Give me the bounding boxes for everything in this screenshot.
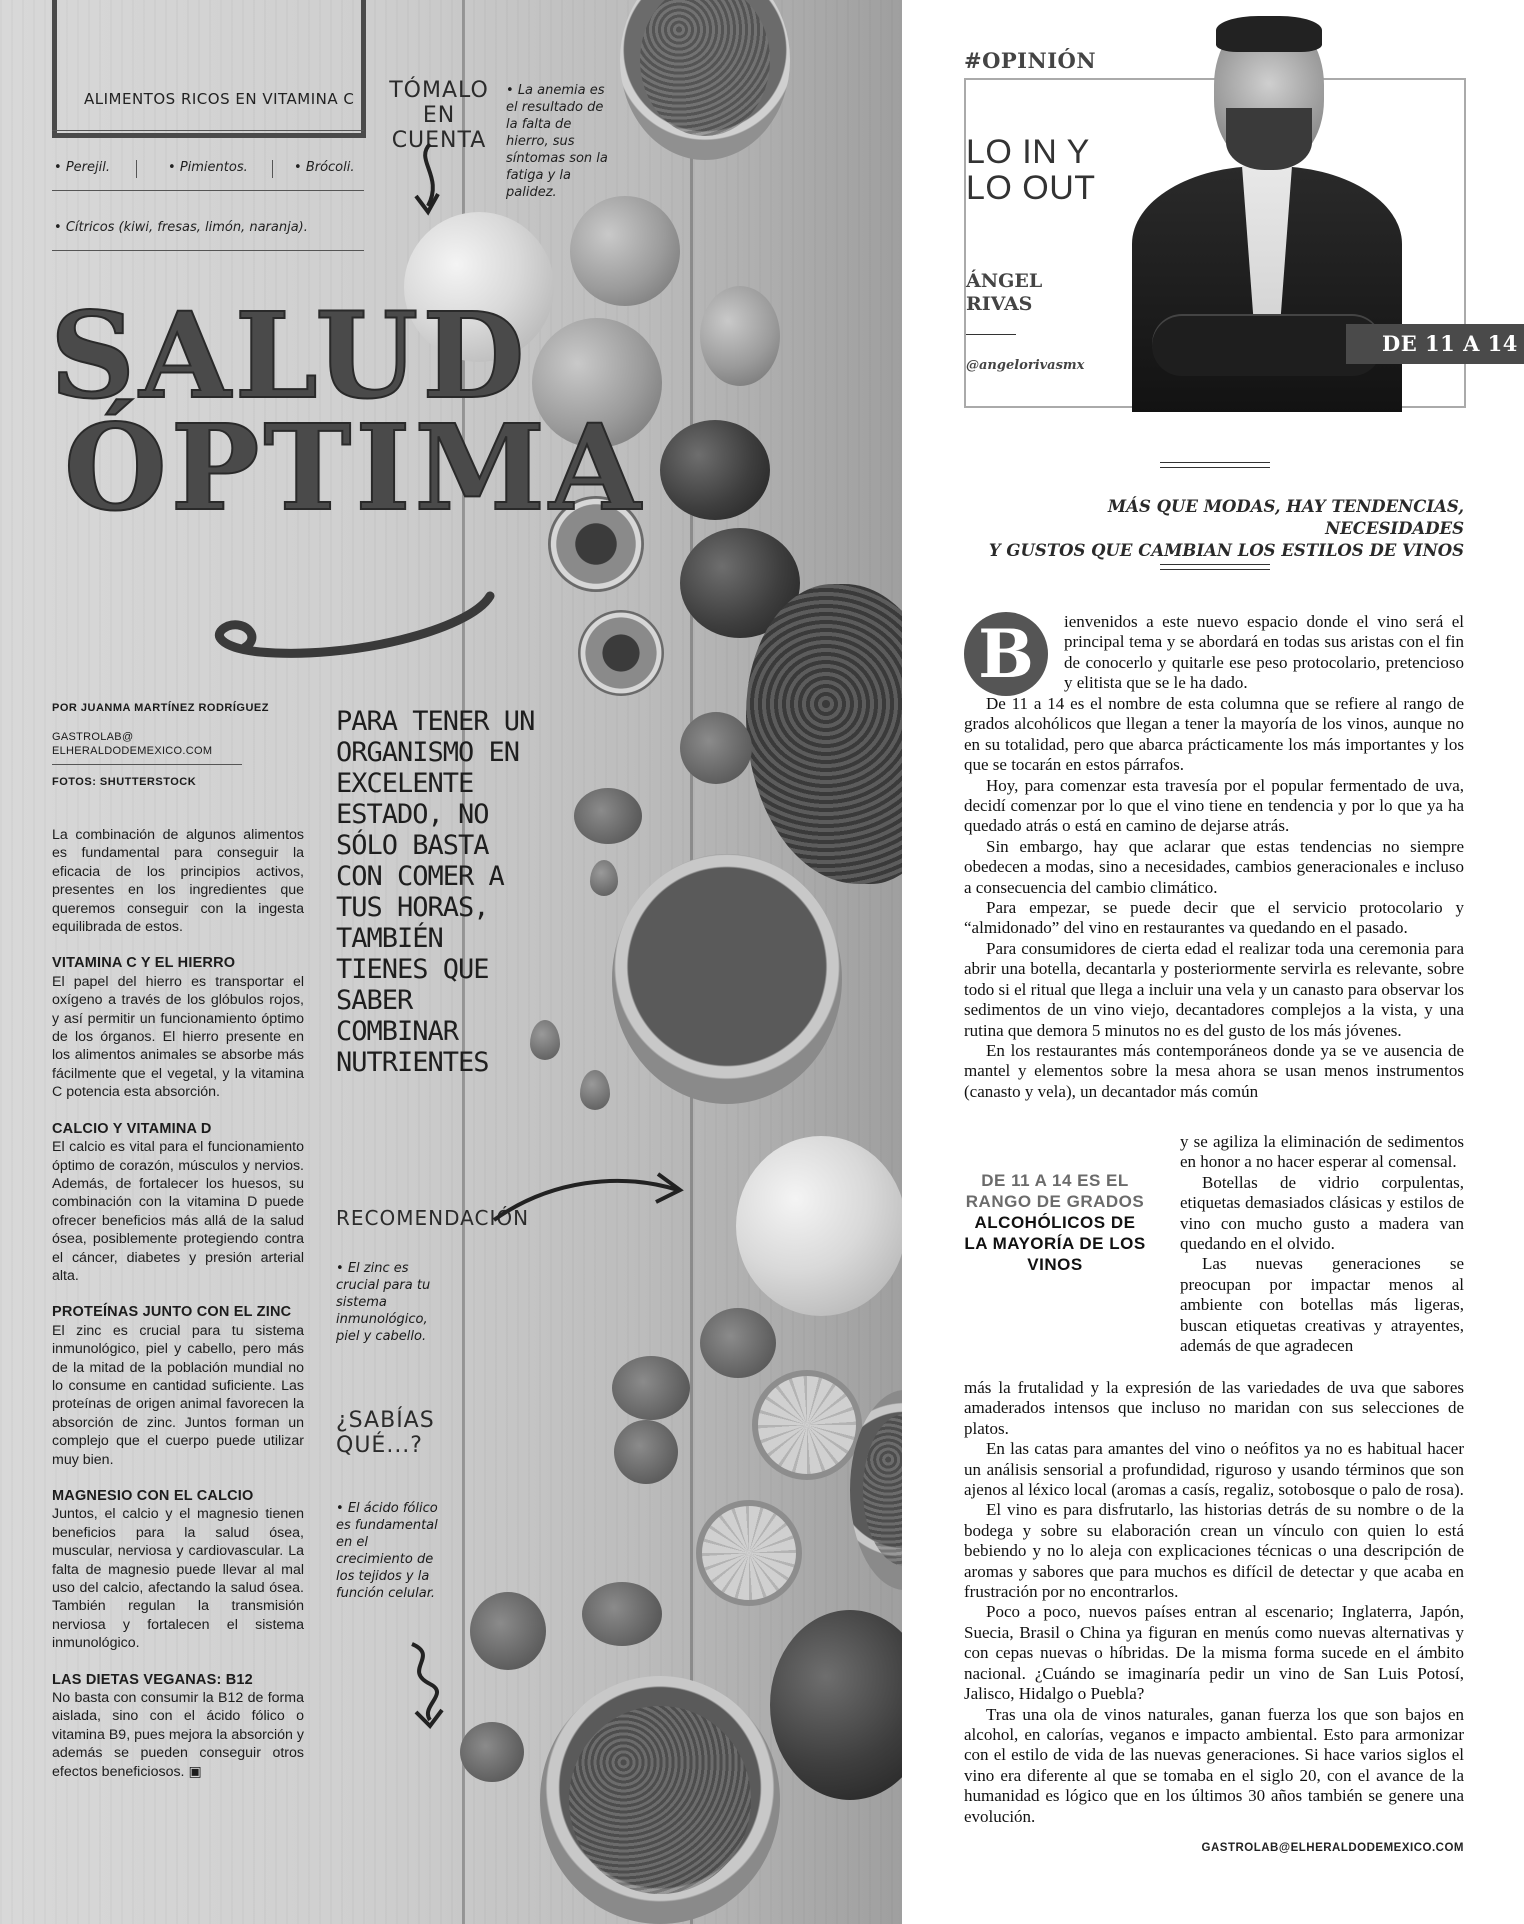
divider — [52, 190, 364, 191]
divider — [966, 334, 1016, 335]
section-heading: PROTEÍNAS JUNTO CON EL ZINC — [52, 1304, 292, 1321]
article-subhead: MÁS QUE MODAS, HAY TENDENCIAS, NECESIDADES Y GUSTOS QUE CAMBIAN LOS ESTILOS DE VINOS — [988, 497, 1464, 560]
walnut — [470, 1592, 546, 1670]
lime-slice — [696, 1500, 802, 1606]
pomegranate — [770, 1610, 902, 1800]
section-text: El zinc es crucial para tu sistema inmunológico, piel y cabello, pero más de la mitad de la población mundial no lo consume en cantidad suficiente. Las proteínas de origen animal favorecen la absorción de zinc. Juntos forman un complejo que el cuerpo puede utilizar muy bien. — [52, 1322, 304, 1468]
divider — [1160, 467, 1270, 468]
photo-credit: FOTOS: SHUTTERSTOCK — [52, 776, 197, 788]
intro-paragraph: La combinación de algunos alimentos es fundamental para conseguir la eficacia de los principios activos, presentes en los ingredientes que queremos conseguir con la ingesta equilibrada de estos. — [52, 827, 304, 936]
section-text: El calcio es vital para el funcionamiento óptimo de corazón, músculos y nervios. Además, de fortalecer los huesos, su combinación con la vitamina D puede ofrecer beneficios más allá de la salud ósea, posiblemente protegiendo contra el cáncer, diabetes y presión arterial alta. — [52, 1139, 304, 1284]
tomalo-en-cuenta-heading: TÓMALO EN CUENTA — [389, 78, 489, 153]
hazelnut — [614, 1420, 678, 1484]
divider — [1160, 462, 1270, 463]
right-page — [902, 0, 1524, 1924]
article-body-bottom: más la frutalidad y la expresión de las variedades de uva que sabores amaderados intensos que incluso no maridan con sus selecciones de platos. En las catas para amantes del vino o neófitos ya no es habitual hacer un análisis sensorial a profundidad, riguroso y usando términos que son ajenos al léxico local (aromas a casís, regaliz, sotobosque o palo de rosa). El vino es para disfrutarlo, las historias detrás de su nombre o de la bodega y sobre su elaboración crean un vínculo con quien lo está bebiendo y no lo aleja con explicaciones técnicas o una descripción de aromas y sabores que para muchos es difícil de detectar y que acaba en frustración por no encontrarlos. Poco a poco, nuevos países entran al escenario; Inglaterra, Japón, Suecia, Brasil o China ya figuran en menús como nuevas alternativas y con cepas nuevas o híbridas. De la misma forma sucede en el ámbito nacional. ¿Cuándo se imaginaría pedir un vino de San Luis Potosí, Jalisco, Hidalgo o Puebla? Tras una ola de vinos naturales, ganan fuerza los que son bajos en alcohol, en calorías, veganos e impacto ambiental. Esto para armonizar con el estilo de vida de las nuevas generaciones. Si hace varios siglos el vino era diferente al que se tomaba en el siglo 20, con el avance de la humanidad es lógico que en los últimos 30 años también se genere una evolución. — [964, 1378, 1464, 1826]
curved-arrow-icon — [410, 140, 450, 220]
walnut — [680, 712, 752, 784]
squiggle-arrow-icon — [400, 1640, 460, 1730]
section-tag: #OPINIÓN — [964, 48, 1097, 73]
bowl-of-seeds — [620, 0, 790, 160]
bowl-of-beans — [540, 1676, 780, 1924]
section-text: No basta con consumir la B12 de forma aislada, sino con el ácido fólico o vitamina B9, pues mejora la absorción y además se pueden conseguir otros efectos beneficiosos. ▣ — [52, 1690, 304, 1780]
long-arrow-icon — [490, 1160, 690, 1230]
divider — [1160, 564, 1270, 565]
divider — [52, 250, 364, 251]
article-body-side: y se agiliza la eliminación de sedimentos en honor a no hacer esperar al comensal. Botellas de vidrio corpulentas, etiquetas demasiados clásicas y estilos de vino con mucho gusto a madera van quedando en el olvido. Las nuevas generaciones se preocupan por impactar menos al ambiente con botellas más ligeras, buscan etiquetas creativas y atrayentes, además de que agradecen — [1180, 1132, 1464, 1356]
lemon-slice — [752, 1370, 862, 1480]
almond — [580, 1070, 610, 1110]
section-heading: VITAMINA C Y EL HIERRO — [52, 955, 236, 972]
sabias-que-heading: ¿SABÍAS QUÉ...? — [336, 1408, 435, 1458]
walnut — [574, 788, 642, 844]
walnut — [700, 1308, 776, 1378]
column-badge: DE 11 A 14 — [1346, 324, 1524, 364]
hazelnut — [460, 1722, 524, 1782]
article-title-line1: SALUD — [50, 286, 529, 425]
walnut — [582, 1582, 662, 1646]
section-heading: LAS DIETAS VEGANAS: B12 — [52, 1671, 253, 1688]
drop-cap: B — [964, 612, 1048, 696]
title-swash-ornament — [200, 590, 500, 680]
byline: POR JUANMA MARTÍNEZ RODRÍGUEZ — [52, 702, 269, 714]
mandarin — [700, 286, 780, 386]
vitamin-c-item: • Pimientos. — [168, 160, 248, 175]
recomendacion-note: • El zinc es crucial para tu sistema inmunológico, piel y cabello. — [336, 1261, 431, 1344]
vitamin-c-box-frame — [52, 0, 366, 138]
author-email: GASTROLAB@ ELHERALDODEMEXICO.COM — [52, 731, 213, 757]
article-title-line2: ÓPTIMA — [64, 398, 645, 537]
article-title — [50, 286, 645, 537]
tomalo-en-cuenta-note: • La anemia es el resultado de la falta de hierro, sus síntomas son la fatiga y la palidez. — [506, 83, 608, 200]
section-heading: CALCIO Y VITAMINA D — [52, 1120, 212, 1137]
article-paragraph: ienvenidos a este nuevo espacio donde el vino será el principal tema y se abordará en todas sus aristas con el fin de conocerlo y quitarle ese peso protocolario, pretencioso y elitista que se le ha dado. — [1064, 612, 1464, 693]
author-handle: @angelorivasmx — [966, 358, 1085, 373]
bowl-of-almonds — [612, 854, 842, 1104]
article-body — [52, 826, 304, 1781]
vitamin-c-item: • Cítricos (kiwi, fresas, limón, naranja). — [54, 220, 308, 235]
footer-email: GASTROLAB@ELHERALDODEMEXICO.COM — [1201, 1842, 1464, 1854]
pull-quote: DE 11 A 14 ES EL RANGO DE GRADOS ALCOHÓLICOS DE LA MAYORÍA DE LOS VINOS — [964, 1171, 1146, 1274]
author-name: ÁNGEL RIVAS — [966, 270, 1043, 315]
column-name: LO IN Y LO OUT — [966, 133, 1096, 207]
grapefruit — [736, 1136, 902, 1316]
broccoli — [746, 584, 902, 884]
section-text: El papel del hierro es transportar el oxígeno a través de los glóbulos rojos, y así permitir un funcionamiento óptimo de los órganos. El hierro presente en los alimentos animales se absorbe más fácilmente que el vegetal, y la vitamina C potencia esta absorción. — [52, 973, 304, 1101]
vitamin-c-item: • Perejil. — [54, 160, 110, 175]
vitamin-c-box-title: ALIMENTOS RICOS EN VITAMINA C — [84, 90, 355, 108]
divider — [1160, 569, 1270, 570]
end-mark-icon: ▣ — [188, 1763, 202, 1780]
sabias-que-note: • El ácido fólico es fundamental en el crecimiento de los tejidos y la función celular. — [336, 1501, 438, 1601]
divider — [272, 160, 273, 178]
article-body-top: De 11 a 14 es el nombre de esta columna que se refiere al rango de grados alcohólicos que llegan a tener la mayoría de los vinos, aunque no en su totalidad, pero que abarca prácticamente los más importantes y los que se tocarán en estos párrafos. Hoy, para comenzar esta travesía por el popular fermentado de uva, decidí comenzar por lo que el vino tiene en tendencia y por lo que ya ha quedado atrás o está en camino de dejarse atrás. Sin embargo, hay que aclarar que estas tendencias no siempre obedecen a modas, sino a necesidades, cambios generacionales e incluso a consecuencia del cambio climático. Para empezar, se puede decir que el servicio protocolario y “almidonado” del vino en restaurantes va quedando en el pasado. Para consumidores de cierta edad el realizar toda una ceremonia para abrir una botella, decantarla y posteriormente servirla es relevante, sobre todo si el ritual que llega a incluir una vela y un canasto para observar los sedimentos de un vino viejo, decantadores complejos a la vista, y una rutina que demora 5 minutos no es del gusto de los más jóvenes. En los restaurantes más contemporáneos donde ya se ve ausencia de mantel y elementos sobre la mesa ahora se usan menos instrumentos (canasto y vela), un decantador más común — [964, 694, 1464, 1101]
divider — [136, 160, 137, 178]
divider — [52, 130, 364, 131]
passion-fruit-half — [578, 610, 664, 696]
walnut — [612, 1356, 690, 1420]
almond — [590, 860, 618, 896]
vitamin-c-item: • Brócoli. — [294, 160, 355, 175]
divider — [52, 764, 242, 765]
section-text: Juntos, el calcio y el magnesio tienen beneficios para la salud ósea, muscular, nerviosa y cardiovascular. La falta de magnesio puede llevar al mal uso del calcio, afectando la salud ósea. También regulan la transmisión nerviosa y fortalecen el sistema inmunológico. — [52, 1506, 304, 1652]
section-heading: MAGNESIO CON EL CALCIO — [52, 1488, 254, 1504]
pull-quote: PARA TENER UN ORGANISMO EN EXCELENTE ESTADO, NO SÓLO BASTA CON COMER A TUS HORAS, TAMBIÉN TIENES QUE SABER COMBINAR NUTRIENTES — [336, 706, 535, 1078]
passion-fruit — [660, 420, 770, 520]
orange — [570, 196, 680, 306]
recomendacion-heading: RECOMENDACIÓN — [336, 1206, 530, 1230]
